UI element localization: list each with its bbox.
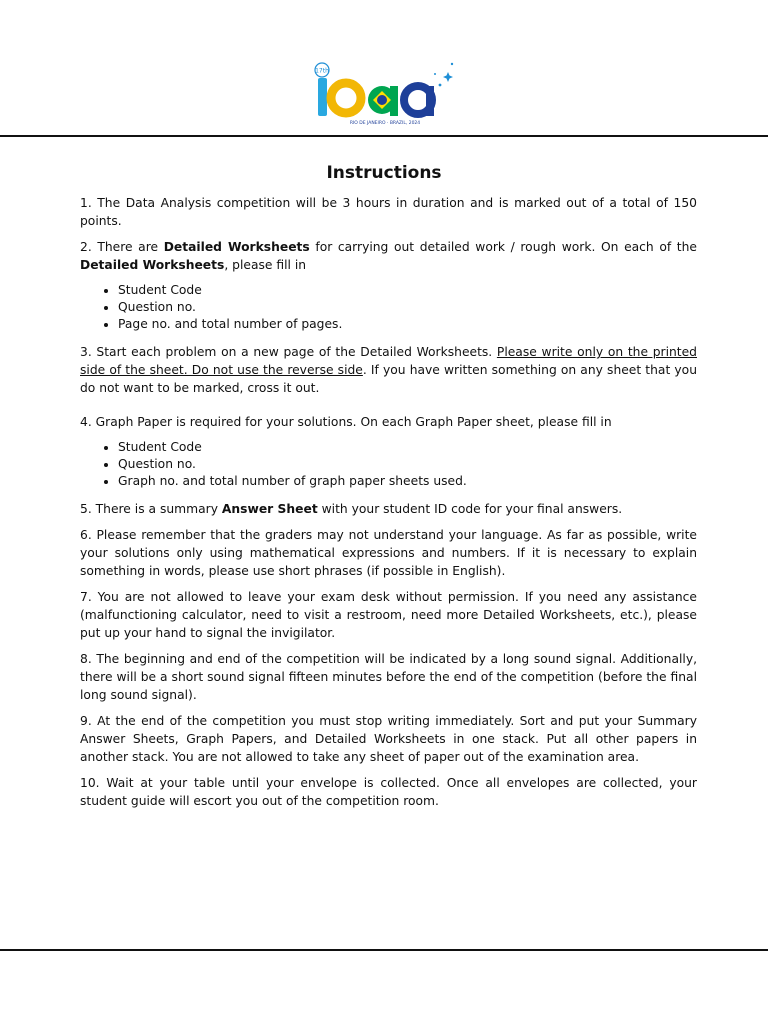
header-divider: [0, 135, 768, 137]
list-item: • Graph no. and total number of graph paper sheets used.: [118, 473, 697, 490]
detailed-worksheets-term: Detailed Worksheets: [163, 240, 310, 254]
logo-location: RIO DE JANEIRO · BRAZIL, 2024: [349, 121, 421, 126]
instruction-3-underlined: Please write only on the printed side of the sheet. Do not use the reverse side: [80, 345, 697, 377]
instruction-5: [80, 500, 697, 518]
graph-paper-fields-list: [80, 439, 697, 490]
instruction-3: [80, 343, 697, 397]
instruction-2-text-d: , please fill in: [224, 258, 307, 272]
instruction-7: 7. You are not allowed to leave your exam desk without permission. If you need any assistance (malfunctioning calculator, need to visit a restroom, need more Detailed Worksheets, etc.), please put up your hand to signal the invigilator.: [80, 590, 697, 640]
instruction-3-text-a: 3. Start each problem on a new page of the Detailed Worksheets.: [80, 345, 497, 359]
instruction-4: 4. Graph Paper is required for your solutions. On each Graph Paper sheet, please fill in: [80, 415, 612, 429]
instruction-8: 8. The beginning and end of the competition will be indicated by a long sound signal. Additionally, there will be a short sound signal fifteen minutes before the end of the competition (before the final long sound signal).: [80, 652, 697, 702]
list-item: • Page no. and total number of pages.: [118, 316, 697, 333]
instruction-2: [80, 238, 697, 274]
worksheet-fields-list: [80, 282, 697, 333]
instructions-body: [80, 194, 697, 818]
list-item: • Question no.: [118, 299, 697, 316]
instruction-2-text-c: for carrying out detailed work / rough work. On each of the: [309, 240, 697, 254]
ioaa-logo-graphic: [310, 58, 460, 128]
logo-edition: 17th: [315, 67, 329, 75]
instruction-5-text-a: 5. There is a summary: [80, 502, 222, 516]
ioaa-logo: [310, 58, 460, 128]
list-item: • Student Code: [118, 439, 697, 456]
page-title: Instructions: [326, 163, 442, 183]
instruction-9: 9. At the end of the competition you must stop writing immediately. Sort and put your Summary Answer Sheets, Graph Papers, and Detailed Worksheets in one stack. Put all other papers in another stack. You are not allowed to take any sheet of paper out of the examination area.: [80, 714, 697, 764]
list-item: • Student Code: [118, 282, 697, 299]
instruction-5-text-c: with your student ID code for your final answers.: [317, 502, 623, 516]
detailed-worksheets-term-2: Detailed Worksheets: [80, 258, 225, 272]
list-item: • Question no.: [118, 456, 697, 473]
answer-sheet-term: Answer Sheet: [221, 502, 318, 516]
instruction-1: 1. The Data Analysis competition will be 3 hours in duration and is marked out of a total of 150 points.: [80, 196, 697, 228]
instruction-3-text-b: . If you have written something on any sheet that you do not want to be marked, cross it out.: [80, 363, 697, 395]
footer-divider: [0, 949, 768, 951]
instruction-2-text-a: 2. There are: [80, 240, 164, 254]
instruction-6: 6. Please remember that the graders may not understand your language. As far as possible, write your solutions only using mathematical expressions and numbers. If it is necessary to explain something in words, please use short phrases (if possible in English).: [80, 528, 697, 578]
instruction-10: 10. Wait at your table until your envelope is collected. Once all envelopes are collected, your student guide will escort you out of the competition room.: [80, 776, 697, 808]
